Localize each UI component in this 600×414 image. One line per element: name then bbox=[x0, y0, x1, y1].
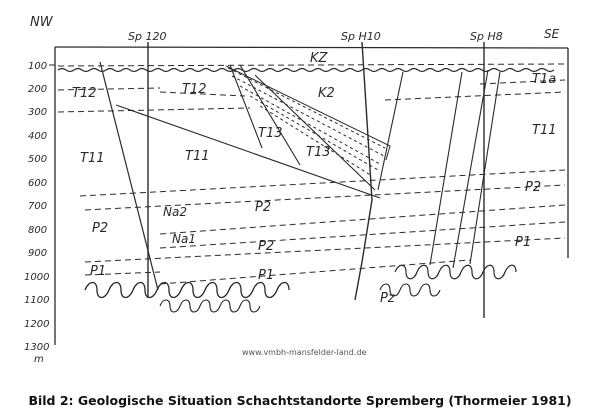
unit-label-p1-left: P1 bbox=[90, 264, 107, 279]
kz-contact-wavy bbox=[58, 69, 554, 72]
depth-unit: m bbox=[34, 354, 44, 365]
shaft-label-sp120: Sp 120 bbox=[128, 30, 167, 43]
unit-label-t11-center: T11 bbox=[185, 149, 210, 164]
section-frame bbox=[55, 47, 568, 345]
faults bbox=[100, 62, 500, 290]
unit-label-p2-center-upper: P2 bbox=[255, 200, 272, 215]
depth-tick: 1100 bbox=[24, 295, 50, 306]
depth-axis bbox=[24, 61, 55, 365]
unit-label-k2: K2 bbox=[318, 86, 335, 101]
nw-label: NW bbox=[30, 15, 53, 30]
depth-tick: 900 bbox=[28, 248, 48, 259]
depth-tick: 300 bbox=[28, 107, 48, 118]
depth-tick: 700 bbox=[28, 201, 48, 212]
depth-tick: 400 bbox=[28, 131, 48, 142]
depth-tick: 600 bbox=[28, 178, 48, 189]
unit-label-t13-b: T13 bbox=[306, 145, 331, 160]
depth-tick: 1000 bbox=[24, 272, 50, 283]
strata-boundaries bbox=[58, 80, 565, 284]
unit-label-na1: Na1 bbox=[172, 232, 196, 246]
depth-tick: 1200 bbox=[24, 319, 50, 330]
figure-caption: Bild 2: Geologische Situation Schachtstandorte Spremberg (Thormeier 1981) bbox=[28, 393, 572, 408]
unit-label-na2: Na2 bbox=[163, 205, 187, 219]
depth-tick: 800 bbox=[28, 225, 48, 236]
unit-label-p1-right: P1 bbox=[515, 235, 532, 250]
depth-tick: 1300 bbox=[24, 342, 50, 353]
unit-label-t13-a: T13 bbox=[258, 126, 283, 141]
zechstein-folds-right bbox=[395, 265, 516, 279]
unit-label-t12-left: T12 bbox=[72, 86, 97, 101]
zechstein-folds-lower bbox=[160, 300, 260, 312]
unit-label-t11-right: T11 bbox=[532, 123, 557, 138]
shaft-label-sph10: Sp H10 bbox=[341, 30, 381, 43]
unit-label-p1-center: P1 bbox=[258, 268, 275, 283]
depth-tick: 500 bbox=[28, 154, 48, 165]
unit-label-t11-left: T11 bbox=[80, 151, 105, 166]
zechstein-folds bbox=[85, 283, 289, 298]
unit-label-p2-center-lower: P2 bbox=[258, 239, 275, 254]
unit-label-kz: KZ bbox=[310, 51, 328, 66]
unit-label-t12-center: T12 bbox=[182, 82, 207, 97]
watermark: www.vmbh-mansfelder-land.de bbox=[242, 348, 367, 357]
shaft-label-sph8: Sp H8 bbox=[470, 30, 503, 43]
se-label: SE bbox=[544, 27, 560, 41]
unit-label-pz: Pz bbox=[380, 291, 395, 306]
unit-label-p2-left: P2 bbox=[92, 221, 109, 236]
depth-tick: 100 bbox=[28, 61, 48, 72]
unit-label-t1a: T1a bbox=[532, 72, 557, 87]
depth-tick: 200 bbox=[28, 84, 48, 95]
unit-label-p2-right: P2 bbox=[525, 180, 542, 195]
